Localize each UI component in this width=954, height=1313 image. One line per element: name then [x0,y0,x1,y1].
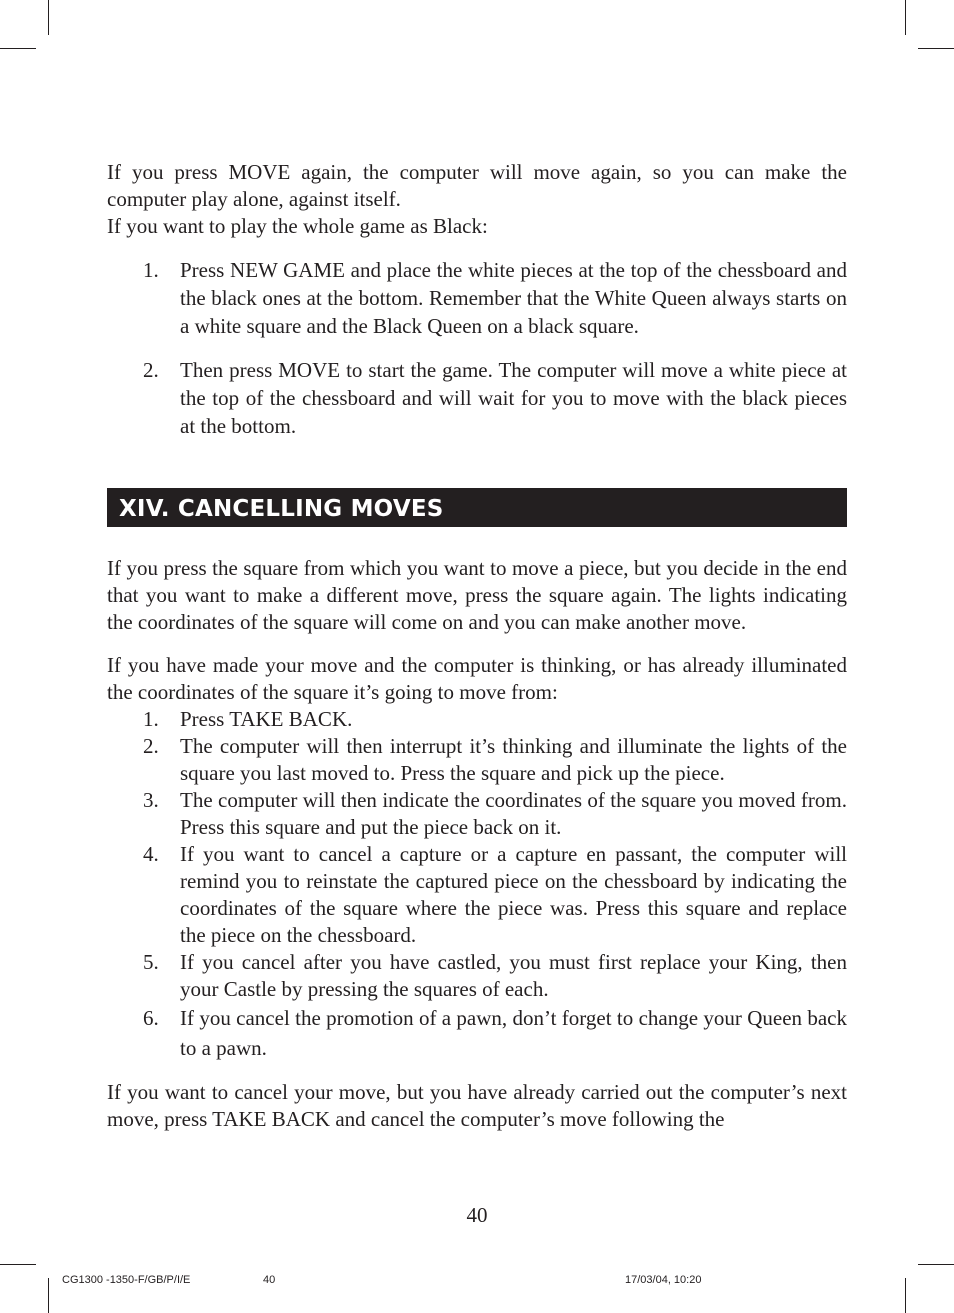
section-heading: XIV. CANCELLING MOVES [107,488,847,527]
list-item [107,356,847,440]
intro-paragraph: If you press MOVE again, the computer will move again, so you can make the computer play alone, against itself. [107,160,847,211]
list-item [107,733,847,787]
list-item-number: 1. [143,258,159,282]
crop-mark [918,1264,954,1265]
crop-mark [48,0,49,35]
list-item-text: Press NEW GAME and place the white pieces at the top of the chessboard and the black ones at the bottom. Remember that the White Queen always starts on a white square and the Black Queen on a black square. [180,258,847,338]
list-item-number: 5. [143,950,159,974]
list-item-text: Press TAKE BACK. [180,707,353,731]
page-number: 40 [466,1203,488,1227]
list-item-number: 3. [143,788,159,812]
list-item-text: If you want to cancel a capture or a capture en passant, the computer will remind you to reinstate the captured piece on the chessboard by indicating the coordinates of the square where the piece was. Press this square and replace the piece on the chessboard. [180,842,847,947]
crop-mark [0,1264,36,1265]
crop-mark [905,1278,906,1313]
footer-doc-code: CG1300 -1350-F/GB/P/I/E [62,1274,191,1286]
crop-mark [48,1278,49,1313]
footer-page: 40 [263,1274,276,1286]
list-item [107,787,847,841]
footer-timestamp: 17/03/04, 10:20 [625,1274,702,1286]
cancel-paragraph: If you press the square from which you want to move a piece, but you decide in the end that you want to make a different move, press the square again. The lights indicating the coordinates of the square will come on and you can make another move. [107,556,847,634]
list-item-text: Then press MOVE to start the game. The computer will move a white piece at the top of the chessboard and will wait for you to move with the black pieces at the bottom. [180,358,847,438]
list-item-number: 2. [143,734,159,758]
list-item-number: 2. [143,358,159,382]
black-steps-list [107,256,847,440]
crop-mark [918,48,954,49]
list-item-number: 6. [143,1006,159,1030]
list-item [107,949,847,1003]
list-item [107,841,847,949]
list-item-text: If you cancel after you have castled, you must first replace your King, then your Castle by pressing the squares of each. [180,950,847,1001]
list-item [107,706,847,733]
list-item-text: The computer will then indicate the coordinates of the square you moved from. Press this square and put the piece back on it. [180,788,847,839]
list-item-text: If you cancel the promotion of a pawn, don’t forget to change your Queen back to a pawn. [180,1006,847,1060]
list-item [107,1003,847,1063]
list-item [107,256,847,340]
cancel-paragraph: If you want to cancel your move, but you have already carried out the computer’s next move, press TAKE BACK and cancel the computer’s move following the [107,1080,847,1131]
list-item-text: The computer will then interrupt it’s thinking and illuminate the lights of the square you last moved to. Press the square and pick up the piece. [180,734,847,785]
list-item-number: 4. [143,842,159,866]
list-item-number: 1. [143,707,159,731]
cancel-steps-list [107,706,847,1063]
crop-mark [0,48,36,49]
cancel-paragraph: If you have made your move and the computer is thinking, or has already illuminated the coordinates of the square it’s going to move from: [107,653,847,704]
page-content [107,159,847,1133]
crop-mark [905,0,906,35]
intro-paragraph-black: If you want to play the whole game as Black: [107,214,488,238]
